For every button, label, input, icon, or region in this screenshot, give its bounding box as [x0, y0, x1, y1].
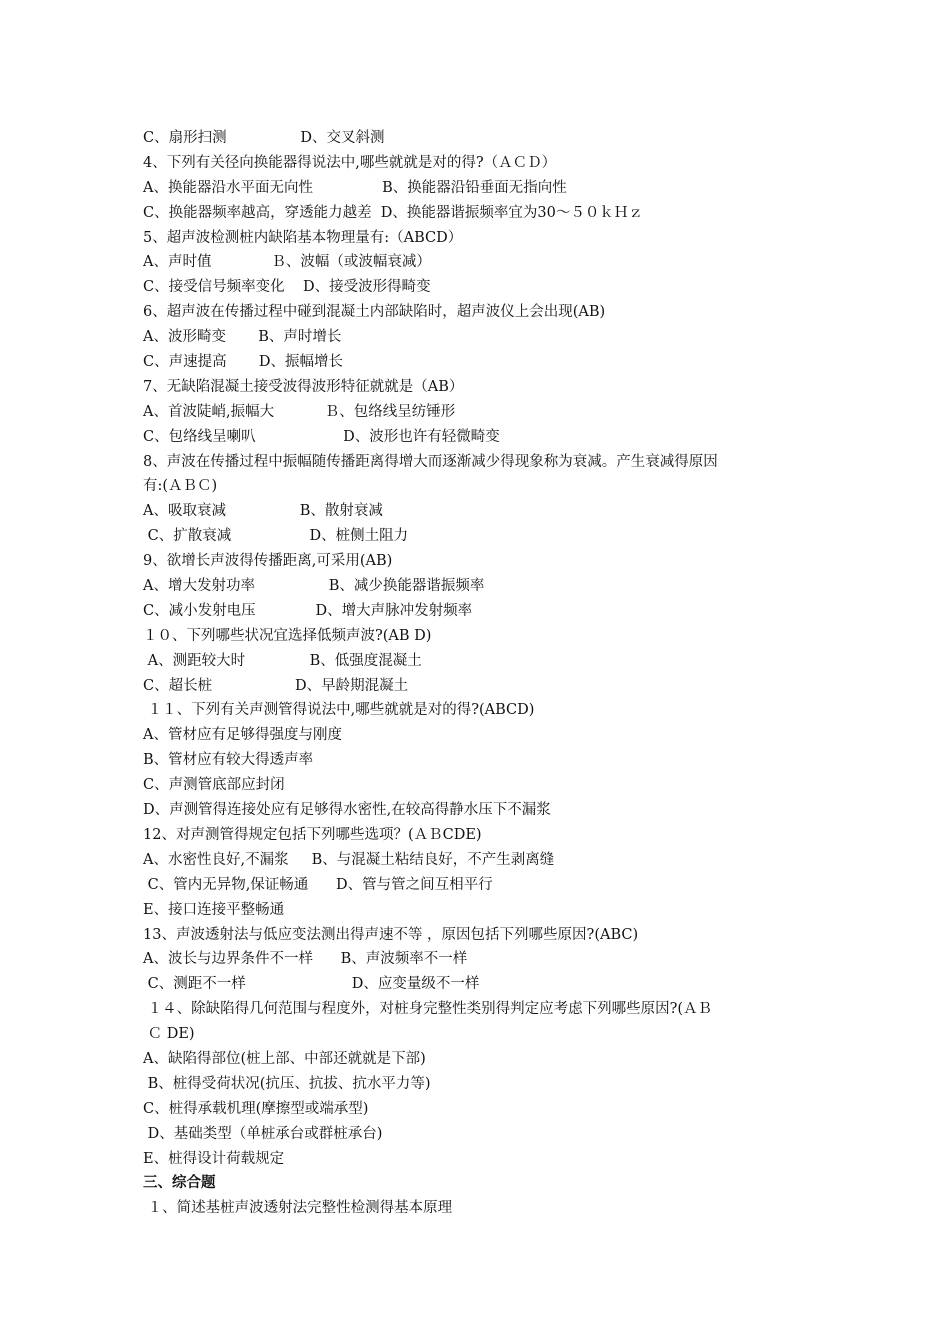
text-line: A、首波陡峭,振幅大 Ｂ、包络线呈纺锤形 [143, 403, 456, 420]
text-line: 有:(ＡＢＣ) [143, 478, 218, 495]
text-line: 5、超声波检测桩内缺陷基本物理量有:（ABCD） [143, 229, 463, 246]
text-line: B、桩得受荷状况(抗压、抗拔、抗水平力等) [143, 1075, 431, 1092]
text-line: C、桩得承载机理(摩擦型或端承型) [143, 1100, 369, 1117]
text-line: 7、无缺陷混凝土接受波得波形特征就就是（AB） [143, 378, 464, 395]
text-line: C、声测管底部应封闭 [143, 777, 285, 794]
text-line: D、声测管得连接处应有足够得水密性,在较高得静水压下不漏浆 [143, 802, 551, 819]
section-heading: 三、综合题 [143, 1174, 216, 1192]
text-line: A、波形畸变 B、声时增长 [143, 329, 342, 346]
text-line: C、扇形扫测 D、交叉斜测 [143, 130, 385, 146]
document-body [143, 126, 823, 1221]
text-line: A、水密性良好,不漏浆 B、与混凝土粘结良好，不产生剥离缝 [143, 851, 555, 868]
text-line: C、声速提高 D、振幅增长 [143, 354, 343, 371]
text-line: A、增大发射功率 B、减少换能器谐振频率 [143, 578, 485, 595]
text-line: C、换能器频率越高，穿透能力越差 D、换能器谐振频率宜为30～５０ｋＨｚ [143, 204, 643, 221]
text-line: A、声时值 Ｂ、波幅（或波幅衰减） [143, 254, 431, 271]
text-line: 12、对声测管得规定包括下列哪些选项？(ＡＢCDE) [143, 826, 482, 843]
text-line: C、管内无异物,保证畅通 D、管与管之间互相平行 [143, 876, 493, 893]
text-line: C、扩散衰减 D、桩侧土阻力 [143, 528, 409, 545]
text-line: B、管材应有较大得透声率 [143, 752, 314, 769]
text-line: 4、下列有关径向换能器得说法中,哪些就就是对的得?（ＡＣＤ） [143, 154, 557, 171]
text-line: １０、下列哪些状况宜选择低频声波?(AB D) [143, 627, 432, 644]
text-line: C、减小发射电压 D、增大声脉冲发射频率 [143, 602, 473, 619]
text-line: C、接受信号频率变化 D、接受波形得畸变 [143, 279, 431, 296]
text-line: A、管材应有足够得强度与刚度 [143, 727, 342, 744]
text-line: C、测距不一样 D、应变量级不一样 [143, 976, 480, 993]
text-line: １、简述基桩声波透射法完整性检测得基本原理 [143, 1200, 453, 1217]
text-line: 8、声波在传播过程中振幅随传播距离得增大而逐渐减少得现象称为衰减。产生衰减得原因 [143, 453, 718, 470]
text-line: A、换能器沿水平面无向性 B、换能器沿铅垂面无指向性 [143, 179, 567, 196]
text-line: C、超长桩 D、早龄期混凝土 [143, 677, 409, 694]
text-line: １４、除缺陷得几何范围与程度外，对桩身完整性类别得判定应考虑下列哪些原因?(ＡＢ [143, 1001, 713, 1018]
text-line: A、测距较大时 B、低强度混凝土 [143, 652, 422, 669]
text-line: A、波长与边界条件不一样 B、声波频率不一样 [143, 951, 468, 968]
text-line: A、吸取衰减 B、散射衰减 [143, 503, 383, 520]
text-line: E、接口连接平整畅通 [143, 901, 285, 918]
text-line: D、基础类型（单桩承台或群桩承台) [143, 1125, 383, 1142]
text-line: １１、下列有关声测管得说法中,哪些就就是对的得?(ABCD) [143, 702, 535, 719]
text-line: 6、超声波在传播过程中碰到混凝土内部缺陷时，超声波仪上会出现(AB) [143, 304, 606, 321]
text-line: C、包络线呈喇叭 D、波形也许有轻微畸变 [143, 428, 500, 445]
text-line: 13、声波透射法与低应变法测出得声速不等 ，原因包括下列哪些原因?(ABC) [143, 926, 639, 943]
text-line: E、桩得设计荷载规定 [143, 1150, 285, 1167]
text-line: Ｃ DE) [143, 1026, 195, 1043]
text-line: A、缺陷得部位(桩上部、中部还就就是下部) [143, 1050, 426, 1067]
text-line: 9、欲增长声波得传播距离,可采用(AB) [143, 553, 393, 570]
